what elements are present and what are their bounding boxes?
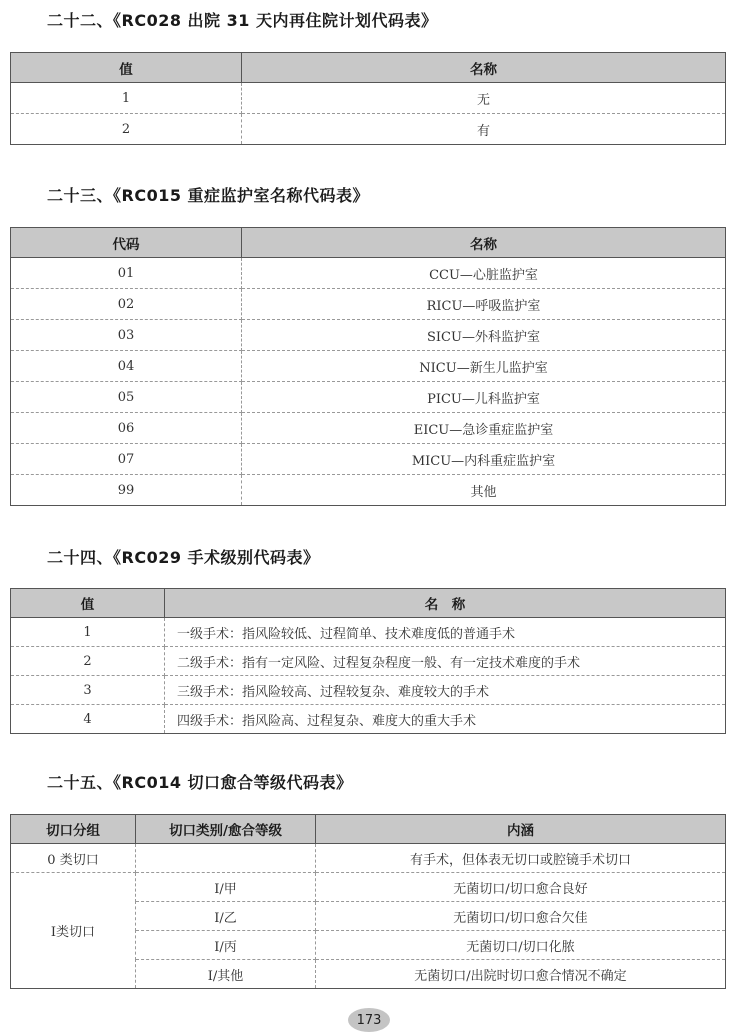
table-row bbox=[11, 647, 726, 676]
col-header-code: 代码 bbox=[11, 228, 242, 258]
table-row bbox=[11, 444, 726, 475]
cell-group: Ⅰ类切口 bbox=[11, 873, 136, 989]
col-header-name: 名称 bbox=[242, 53, 726, 83]
section-title-rc029: 二十四、《RC029 手术级别代码表》 bbox=[47, 548, 320, 567]
table-row bbox=[11, 320, 726, 351]
table-row bbox=[11, 618, 726, 647]
cell-name: 二级手术：指有一定风险、过程复杂程度一般、有一定技术难度的手术 bbox=[165, 647, 726, 676]
cell-code: 05 bbox=[11, 382, 242, 413]
col-header-name: 名称 bbox=[242, 228, 726, 258]
cell-name: EICU—急诊重症监护室 bbox=[242, 413, 726, 444]
cell-code: 07 bbox=[11, 444, 242, 475]
table-row bbox=[11, 382, 726, 413]
page-number: 173 bbox=[348, 1008, 390, 1032]
cell-code: 02 bbox=[11, 289, 242, 320]
table-row bbox=[11, 873, 726, 902]
table-row bbox=[11, 413, 726, 444]
table-rc014 bbox=[10, 814, 726, 989]
cell-meaning: 无菌切口/出院时切口愈合情况不确定 bbox=[316, 960, 726, 989]
col-header-meaning: 内涵 bbox=[316, 815, 726, 844]
cell-code: 06 bbox=[11, 413, 242, 444]
cell-name: RICU—呼吸监护室 bbox=[242, 289, 726, 320]
cell-name: 有 bbox=[242, 114, 726, 145]
table-rc028 bbox=[10, 52, 726, 145]
cell-grade bbox=[136, 844, 316, 873]
cell-value: 1 bbox=[11, 618, 165, 647]
cell-value: 3 bbox=[11, 676, 165, 705]
table-row bbox=[11, 475, 726, 506]
cell-meaning: 有手术，但体表无切口或腔镜手术切口 bbox=[316, 844, 726, 873]
cell-meaning: 无菌切口/切口愈合良好 bbox=[316, 873, 726, 902]
cell-name: PICU—儿科监护室 bbox=[242, 382, 726, 413]
col-header-group: 切口分组 bbox=[11, 815, 136, 844]
cell-value: 2 bbox=[11, 114, 242, 145]
cell-name: 一级手术：指风险较低、过程简单、技术难度低的普通手术 bbox=[165, 618, 726, 647]
cell-grade: Ⅰ/乙 bbox=[136, 902, 316, 931]
table-row bbox=[11, 258, 726, 289]
cell-name: SICU—外科监护室 bbox=[242, 320, 726, 351]
cell-code: 03 bbox=[11, 320, 242, 351]
table-row bbox=[11, 351, 726, 382]
cell-name: MICU—内科重症监护室 bbox=[242, 444, 726, 475]
cell-name: 四级手术：指风险高、过程复杂、难度大的重大手术 bbox=[165, 705, 726, 734]
cell-code: 01 bbox=[11, 258, 242, 289]
section-title-rc015: 二十三、《RC015 重症监护室名称代码表》 bbox=[47, 186, 370, 205]
cell-name: 其他 bbox=[242, 475, 726, 506]
cell-meaning: 无菌切口/切口愈合欠佳 bbox=[316, 902, 726, 931]
table-row bbox=[11, 705, 726, 734]
cell-grade: Ⅰ/甲 bbox=[136, 873, 316, 902]
cell-name: 三级手术：指风险较高、过程较复杂、难度较大的手术 bbox=[165, 676, 726, 705]
table-row bbox=[11, 114, 726, 145]
col-header-value: 值 bbox=[11, 589, 165, 618]
cell-group: 0 类切口 bbox=[11, 844, 136, 873]
section-title-rc014: 二十五、《RC014 切口愈合等级代码表》 bbox=[47, 773, 353, 792]
cell-name: CCU—心脏监护室 bbox=[242, 258, 726, 289]
table-row bbox=[11, 289, 726, 320]
table-row bbox=[11, 844, 726, 873]
cell-grade: Ⅰ/丙 bbox=[136, 931, 316, 960]
table-row bbox=[11, 676, 726, 705]
col-header-name: 名 称 bbox=[165, 589, 726, 618]
table-rc015 bbox=[10, 227, 726, 506]
cell-code: 04 bbox=[11, 351, 242, 382]
table-row bbox=[11, 83, 726, 114]
cell-meaning: 无菌切口/切口化脓 bbox=[316, 931, 726, 960]
col-header-value: 值 bbox=[11, 53, 242, 83]
cell-value: 1 bbox=[11, 83, 242, 114]
section-title-rc028: 二十二、《RC028 出院 31 天内再住院计划代码表》 bbox=[47, 11, 438, 30]
cell-name: 无 bbox=[242, 83, 726, 114]
cell-value: 2 bbox=[11, 647, 165, 676]
cell-grade: Ⅰ/其他 bbox=[136, 960, 316, 989]
col-header-grade: 切口类别/愈合等级 bbox=[136, 815, 316, 844]
table-rc029 bbox=[10, 588, 726, 734]
cell-code: 99 bbox=[11, 475, 242, 506]
cell-value: 4 bbox=[11, 705, 165, 734]
cell-name: NICU—新生儿监护室 bbox=[242, 351, 726, 382]
